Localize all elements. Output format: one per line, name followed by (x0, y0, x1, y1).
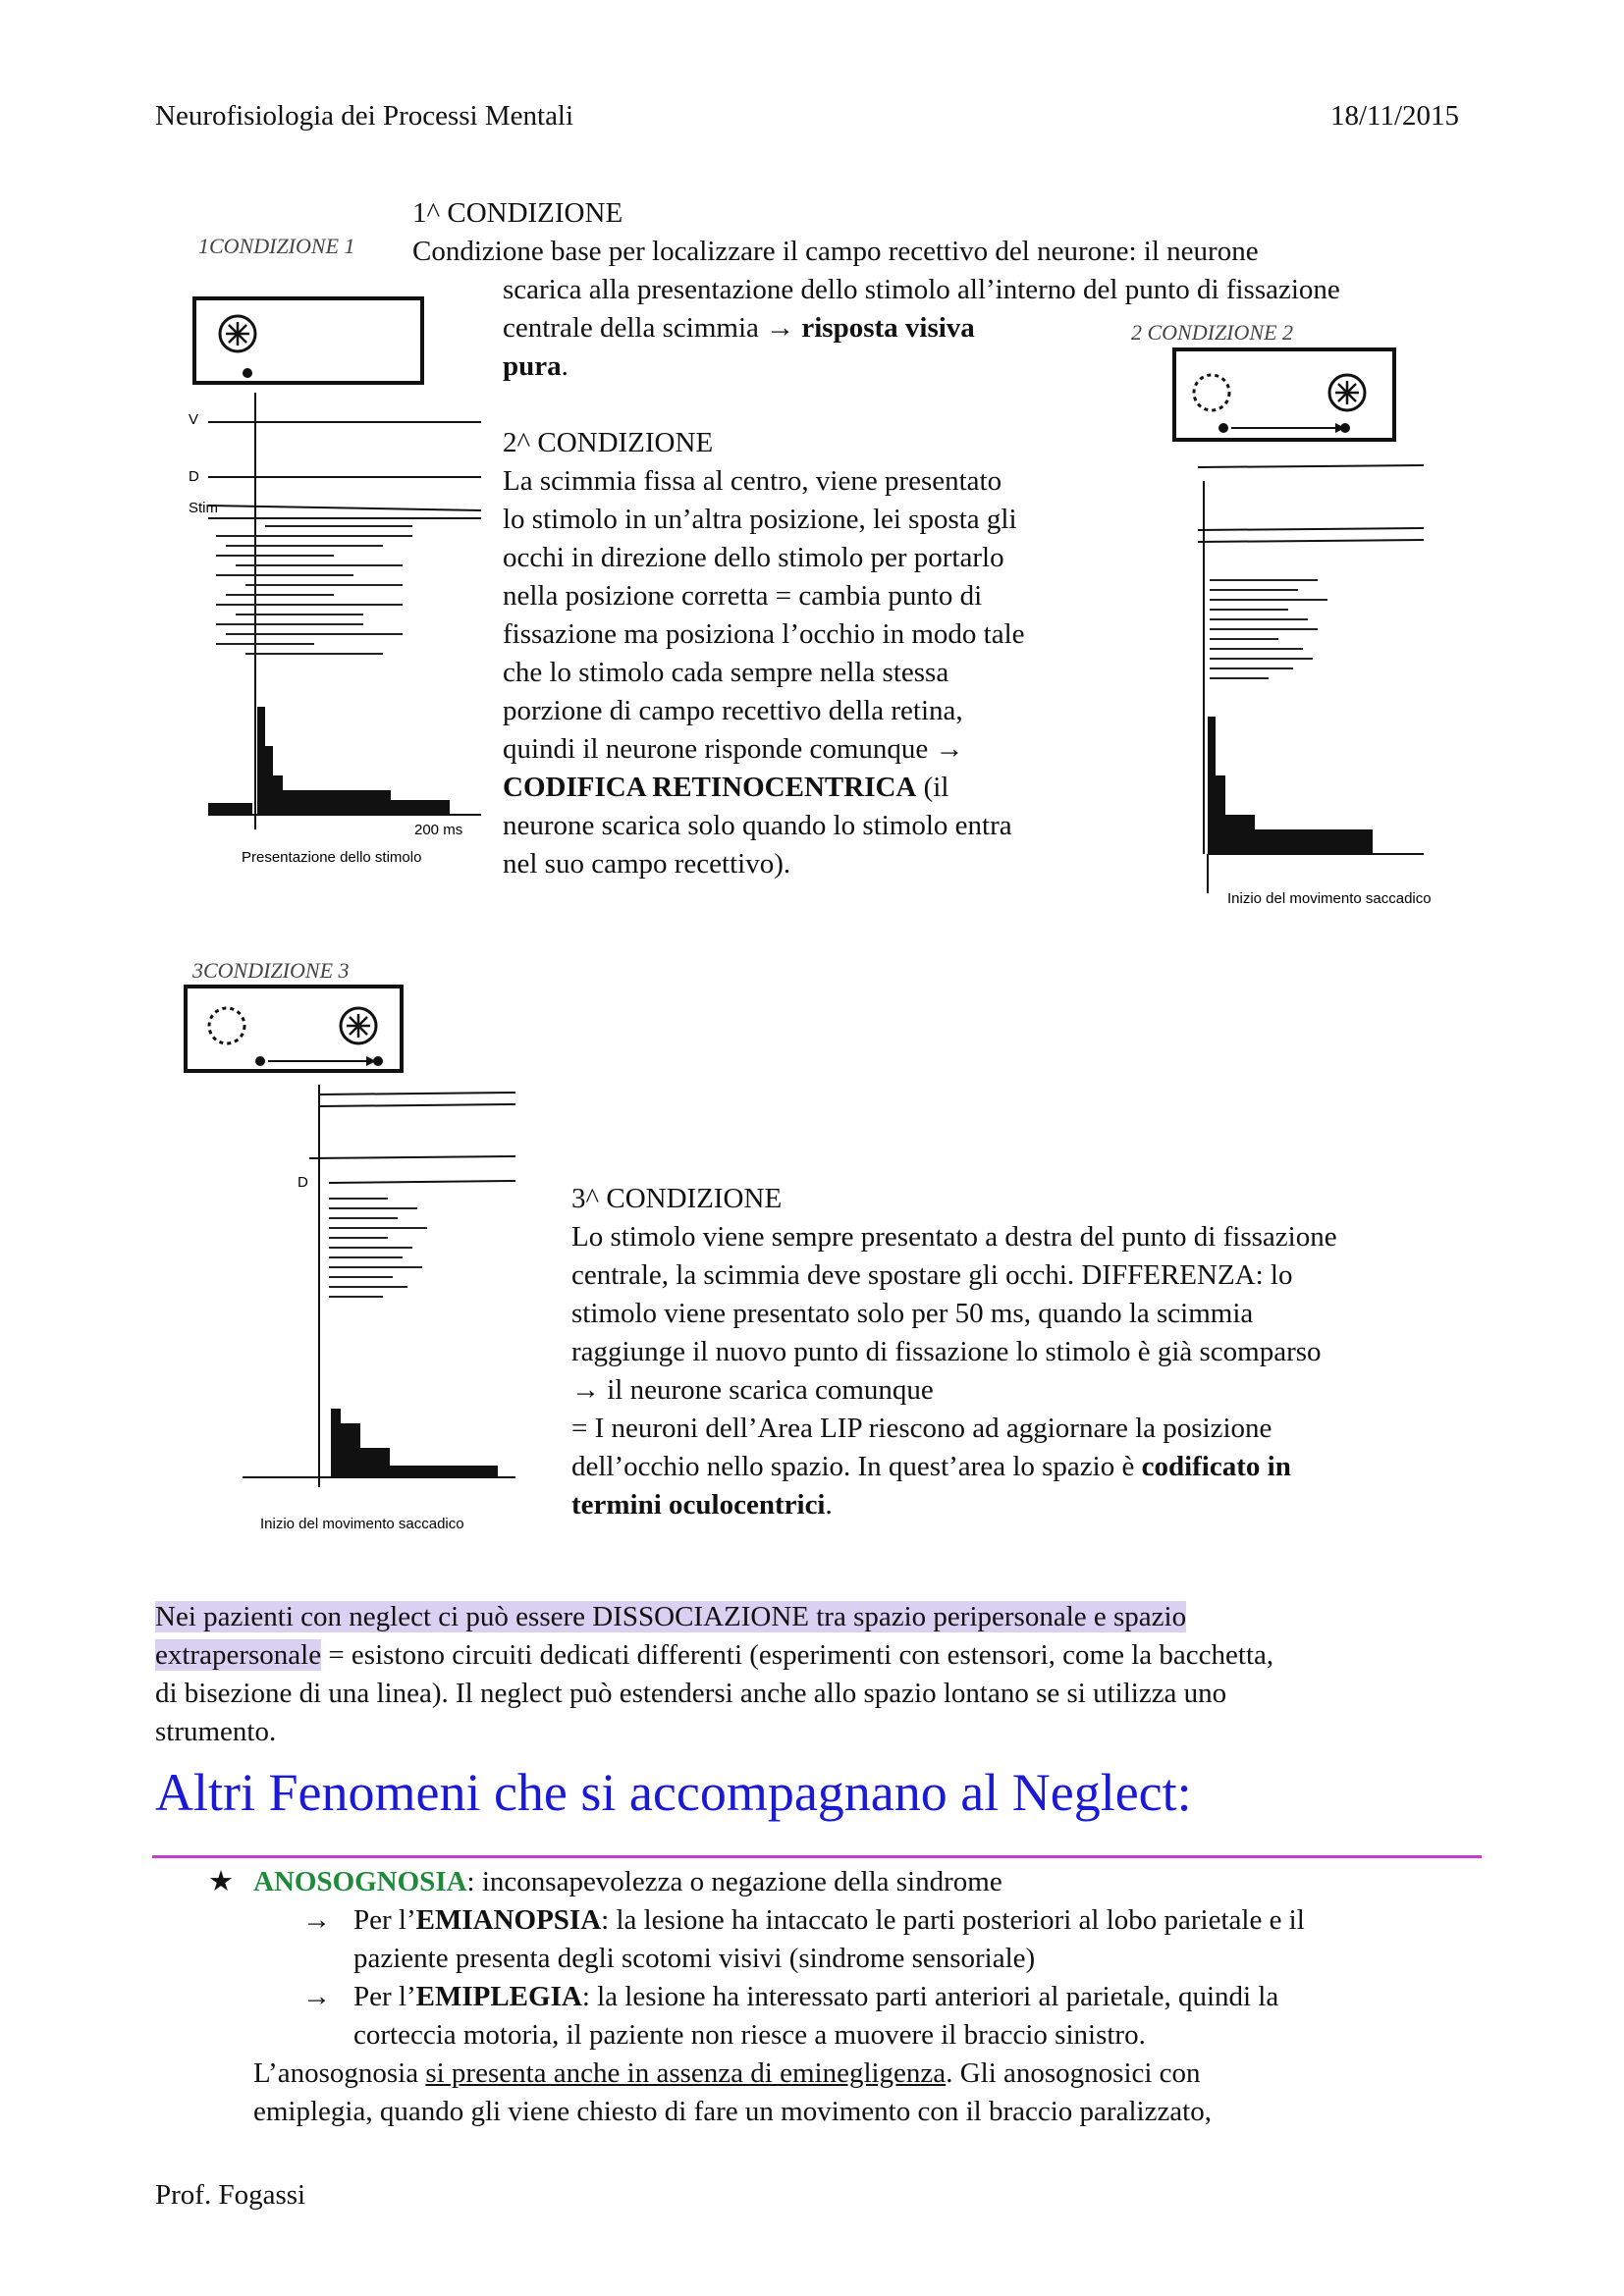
cond2-line-6: che lo stimolo cada sempre nella stessa (503, 657, 949, 688)
cond1-period: . (561, 350, 568, 382)
sub-item-emiplegia-line-1 (353, 1978, 1278, 2016)
cond3-oculocentric: termini oculocentrici (571, 1489, 826, 1521)
cond2-line-10: neurone scarica solo quando lo stimolo entra (503, 810, 1012, 841)
cond2-line-9 (503, 769, 948, 807)
cond3-line-7 (571, 1448, 1291, 1486)
star-bullet-icon: ★ (208, 1866, 234, 1897)
anosognosia-term: ANOSOGNOSIA (253, 1866, 467, 1897)
neglect-highlight-2: extrapersonale (155, 1639, 322, 1671)
anosognosia-paragraph-line-1 (253, 2055, 1201, 2093)
arrow-bullet-icon: → (302, 1981, 331, 2012)
p1-underlined: si presenta anche in assenza di eminegligenza (425, 2057, 947, 2089)
figure-1-label-d: D (189, 468, 199, 485)
cond3-line-4: raggiunge il nuovo punto di fissazione lo stimolo è già scomparso (571, 1336, 1322, 1367)
cond1-line-3-text: centrale della scimmia → (503, 312, 802, 344)
cond2-line-2: lo stimolo in un’altra posizione, lei sposta gli (503, 504, 1017, 535)
figure-2-caption: 2 CONDIZIONE 2 (1131, 320, 1294, 345)
sub2-prefix: Per l’ (353, 1981, 416, 2012)
figure-2-x-caption: Inizio del movimento saccadico (1227, 890, 1432, 907)
figure-1-label-stim: Stim (189, 500, 218, 516)
cond3-period: . (825, 1489, 833, 1521)
p1-start: L’anosognosia (253, 2057, 426, 2089)
cond2-line-8: quindi il neurone risponde comunque → (503, 733, 964, 765)
emiplegia-term: EMIPLEGIA (415, 1981, 582, 2012)
figure-3-neural-recording (152, 977, 565, 1566)
cond2-line-1: La scimmia fissa al centro, viene presentato (503, 465, 1002, 497)
figure-1-x-caption: Presentazione dello stimolo (242, 849, 422, 866)
cond2-retinocentric: CODIFICA RETINOCENTRICA (503, 772, 917, 803)
cond2-title: 2^ CONDIZIONE (503, 427, 714, 458)
cond2-line-4: nella posizione corretta = cambia punto di (503, 580, 983, 612)
cond2-line-5: fissazione ma posiziona l’occhio in modo tale (503, 618, 1025, 650)
neglect-line-2 (155, 1636, 1273, 1675)
arrow-bullet-icon: → (302, 1904, 331, 1936)
sub1-text: : la lesione ha intaccato le parti posteriori al lobo parietale e il (601, 1904, 1305, 1936)
list-item-anosognosia (253, 1863, 1002, 1901)
neglect-highlight-1: Nei pazienti con neglect ci può essere DISSOCIAZIONE tra spazio peripersonale e spazio (155, 1601, 1187, 1632)
figure-3-x-caption: Inizio del movimento saccadico (260, 1516, 464, 1532)
neglect-line-2-text: = esistono circuiti dedicati differenti (esperimenti con estensori, come la bacchetta, (321, 1639, 1274, 1671)
neglect-line-4: strumento. (155, 1716, 277, 1747)
cond1-pure: pura (503, 350, 562, 382)
sub1-prefix: Per l’ (353, 1904, 416, 1936)
cond1-line-4 (503, 347, 568, 386)
cond1-title: 1^ CONDIZIONE (412, 197, 623, 229)
cond3-line-8 (571, 1486, 833, 1524)
cond3-line-7-text: dell’occhio nello spazio. In quest’area lo spazio è (571, 1451, 1142, 1482)
emianopsia-term: EMIANOPSIA (415, 1904, 602, 1936)
figure-1-label-v: V (189, 411, 199, 428)
cond2-line-7: porzione di campo recettivo della retina, (503, 695, 963, 726)
section-heading: Altri Fenomeni che si accompagnano al Neglect: (155, 1763, 1192, 1822)
header-course: Neurofisiologia dei Processi Mentali (155, 100, 574, 132)
cond3-line-1: Lo stimolo viene sempre presentato a destra del punto di fissazione (571, 1221, 1337, 1253)
neglect-line-3: di bisezione di una linea). Il neglect può estendersi anche allo spazio lontano se si utilizza uno (155, 1678, 1227, 1709)
cond3-line-5: → il neurone scarica comunque (571, 1374, 934, 1406)
neglect-line-1 (155, 1598, 1186, 1636)
header-date: 18/11/2015 (1330, 100, 1460, 132)
anosognosia-paragraph-line-2: emiplegia, quando gli viene chiesto di fare un movimento con il braccio paralizzato, (253, 2096, 1212, 2127)
figure-1-neural-recording (187, 265, 491, 883)
cond2-line-11: nel suo campo recettivo). (503, 848, 791, 880)
cond1-line-2: scarica alla presentazione dello stimolo all’interno del punto di fissazione (503, 274, 1340, 305)
section-rule (152, 1855, 1482, 1858)
cond1-visual-response: risposta visiva (801, 312, 975, 344)
cond1-line-1: Condizione base per localizzare il campo recettivo del neurone: il neurone (412, 236, 1259, 267)
cond3-line-3: stimolo viene presentato solo per 50 ms, quando la scimmia (571, 1298, 1254, 1329)
cond3-coded-in: codificato in (1141, 1451, 1291, 1482)
cond3-line-2: centrale, la scimmia deve spostare gli occhi. DIFFERENZA: lo (571, 1259, 1293, 1291)
cond3-title: 3^ CONDIZIONE (571, 1183, 783, 1214)
footer-author: Prof. Fogassi (155, 2179, 306, 2211)
figure-2-neural-recording (1129, 344, 1453, 933)
figure-1-time-scale: 200 ms (414, 822, 463, 838)
figure-1-caption: 1CONDIZIONE 1 (198, 234, 355, 258)
cond1-line-3 (503, 309, 975, 347)
cond2-line-3: occhi in direzione dello stimolo per portarlo (503, 542, 1004, 573)
sub2-text: : la lesione ha interessato parti anteriori al parietale, quindi la (581, 1981, 1279, 2012)
anosognosia-definition: : inconsapevolezza o negazione della sindrome (466, 1866, 1002, 1897)
sub-item-emianopsia-line-2: paziente presenta degli scotomi visivi (sindrome sensoriale) (353, 1943, 1036, 1974)
p1-end: . Gli anosognosici con (946, 2057, 1201, 2089)
sub-item-emiplegia-line-2: corteccia motoria, il paziente non riesce a muovere il braccio sinistro. (353, 2019, 1146, 2051)
figure-3-caption: 3CONDIZIONE 3 (192, 958, 350, 983)
cond3-line-6: = I neuroni dell’Area LIP riescono ad aggiornare la posizione (571, 1413, 1272, 1444)
sub-item-emianopsia-line-1 (353, 1901, 1305, 1940)
cond2-line-9-text: (il (916, 772, 949, 803)
figure-3-label-d: D (298, 1174, 308, 1191)
